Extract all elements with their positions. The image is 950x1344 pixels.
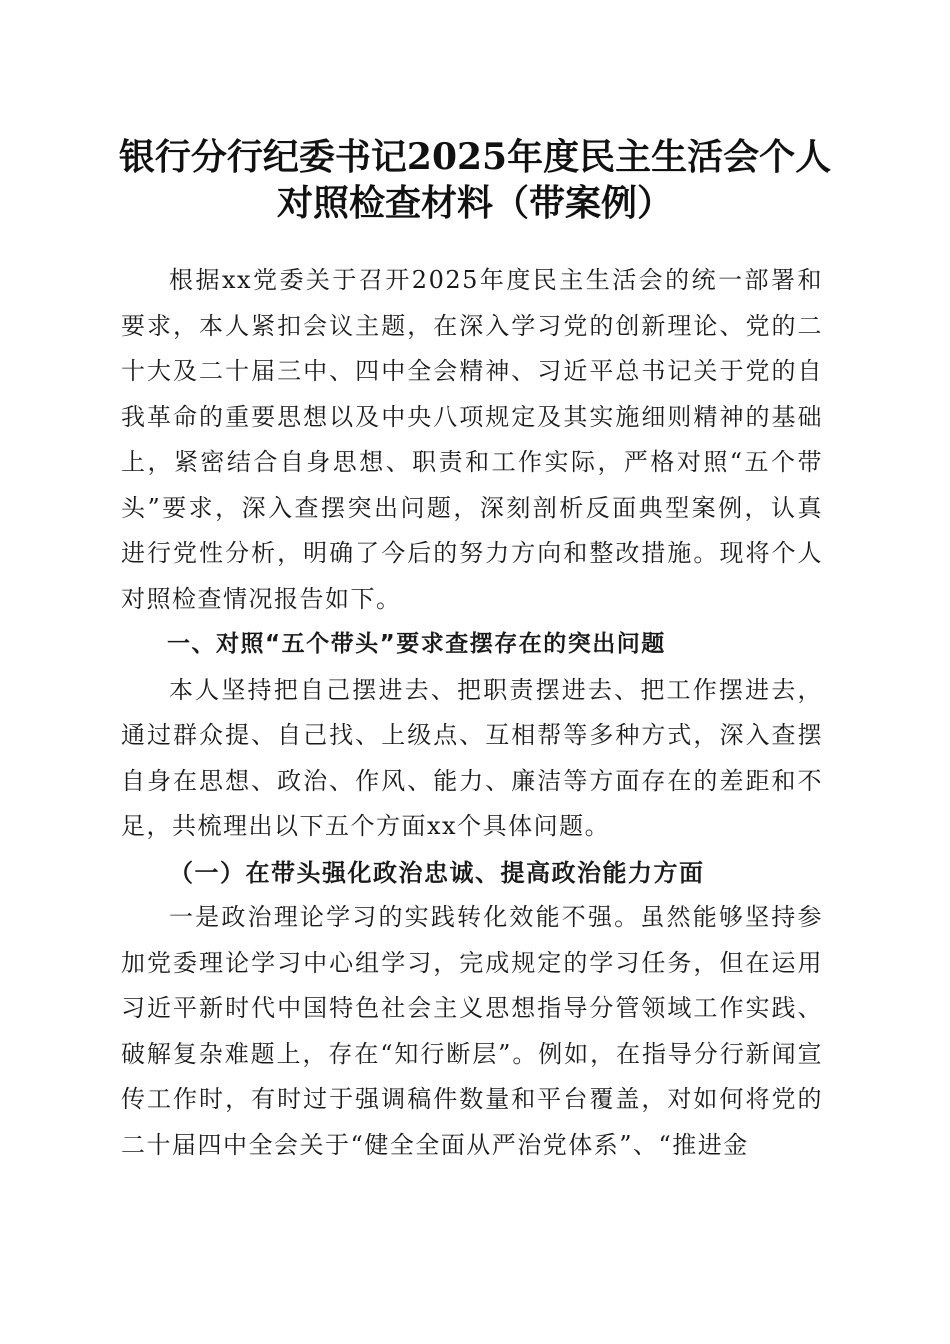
section-heading-1: 一、对照“五个带头”要求查摆存在的突出问题 bbox=[167, 631, 666, 657]
title-line-2: 对照检查材料（带案例） bbox=[276, 182, 673, 224]
document-title bbox=[110, 134, 840, 226]
intro-paragraph: 根据xx党委关于召开2025年度民主生活会的统一部署和要求，本人紧扣会议主题，在深入学习党的创新理论、党的二十大及二十届三中、四中全会精神、习近平总书记关于党的自我革命的重要思想以及中央八项规定及其实施细则精神的基础上，紧密结合自身思想、职责和工作实际，严格对照“五个带头”要求，深入查摆突出问题，深刻剖析反面典型案例，认真进行党性分析，明确了今后的努力方向和整改措施。现将个人对照检查情况报告如下。 bbox=[121, 266, 823, 613]
section-1-paragraph: 本人坚持把自己摆进去、把职责摆进去、把工作摆进去，通过群众提、自己找、上级点、互相帮等多种方式，深入查摆自身在思想、政治、作风、能力、廉洁等方面存在的差距和不足，共梳理出以下五个方面xx个具体问题。 bbox=[121, 675, 823, 840]
subsection-heading-1: （一）在带头强化政治忠诚、提高政治能力方面 bbox=[169, 857, 705, 887]
title-line-1: 银行分行纪委书记2025年度民主生活会个人 bbox=[118, 136, 832, 178]
document-body bbox=[121, 258, 823, 1168]
subsection-1-paragraph: 一是政治理论学习的实践转化效能不强。虽然能够坚持参加党委理论学习中心组学习，完成规定的学习任务，但在运用习近平新时代中国特色社会主义思想指导分管领域工作实践、破解复杂难题上，存在“知行断层”。例如，在指导分行新闻宣传工作时，有时过于强调稿件数量和平台覆盖，对如何将党的二十届四中全会关于“健全全面从严治党体系”、“推进金 bbox=[121, 903, 823, 1159]
